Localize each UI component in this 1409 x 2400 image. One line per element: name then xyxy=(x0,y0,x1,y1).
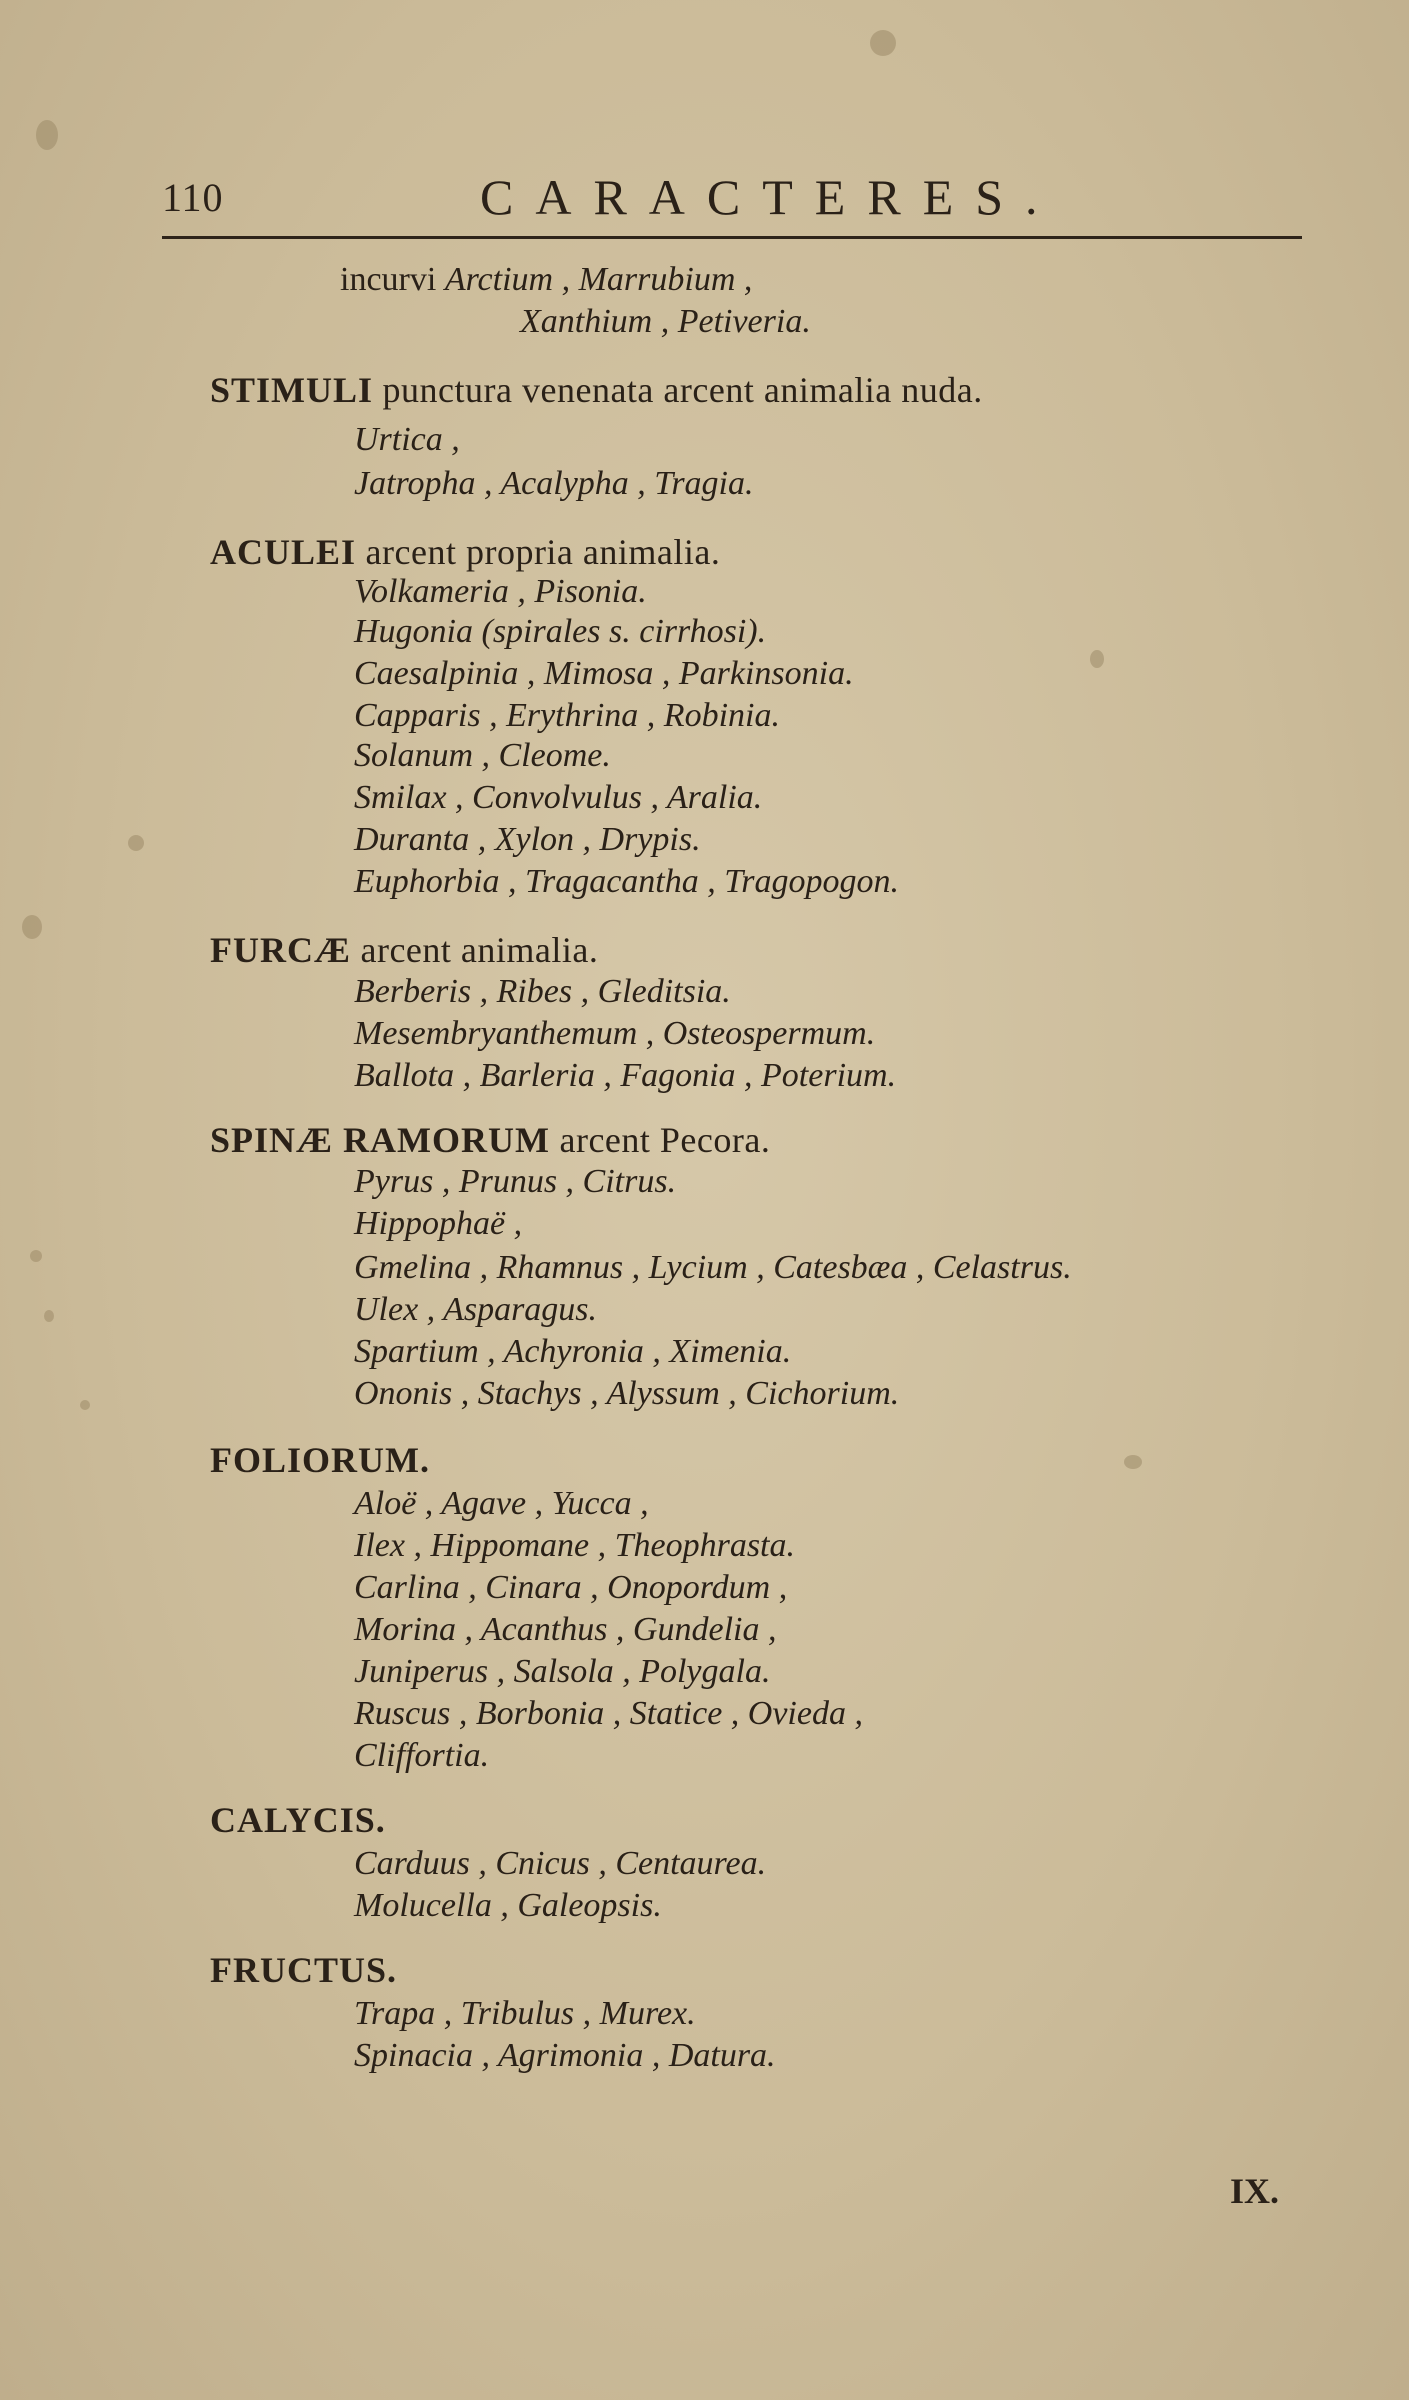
section-heading xyxy=(210,1950,397,1990)
paper-speck xyxy=(128,835,144,851)
section-heading-caps: ACULEI xyxy=(210,532,357,572)
genera-line: Ruscus , Borbonia , Statice , Ovieda , xyxy=(354,1695,863,1732)
genera-line: Urtica , xyxy=(354,421,460,458)
header-rule xyxy=(162,236,1302,239)
genera-line: Spartium , Achyronia , Ximenia. xyxy=(354,1333,792,1370)
genera-line: Euphorbia , Tragacantha , Tragopogon. xyxy=(354,863,900,900)
section-heading xyxy=(210,1120,770,1160)
genera-line: Jatropha , Acalypha , Tragia. xyxy=(354,465,754,502)
paper-speck xyxy=(1124,1455,1142,1469)
section-heading-caps: SPINÆ RAMORUM xyxy=(210,1120,550,1160)
genera-line: Trapa , Tribulus , Murex. xyxy=(354,1995,696,2032)
genera-line: Carduus , Cnicus , Centaurea. xyxy=(354,1845,767,1882)
section-heading-caps: CALYCIS. xyxy=(210,1800,386,1840)
genera-line: Morina , Acanthus , Gundelia , xyxy=(354,1611,777,1648)
genera-line: Molucella , Galeopsis. xyxy=(354,1887,662,1924)
genera-line: Xanthium , Petiveria. xyxy=(520,303,811,340)
section-heading-text: arcent animalia. xyxy=(350,930,599,970)
page-header xyxy=(162,168,1302,228)
paper-speck xyxy=(870,30,896,56)
section-heading xyxy=(210,1440,430,1480)
genera-names: Arctium , Marrubium , xyxy=(444,261,753,298)
genera-line: Carlina , Cinara , Onopordum , xyxy=(354,1569,788,1606)
genera-line: Duranta , Xylon , Drypis. xyxy=(354,821,701,858)
continuation-line xyxy=(340,260,752,300)
genera-line: Juniperus , Salsola , Polygala. xyxy=(354,1653,771,1690)
genera-line: Gmelina , Rhamnus , Lycium , Catesbæa , Celastrus. xyxy=(354,1249,1072,1286)
genera-line: Hippophaë , xyxy=(354,1205,523,1242)
genera-line: Capparis , Erythrina , Robinia. xyxy=(354,697,780,734)
section-heading xyxy=(210,930,598,970)
section-heading-caps: FOLIORUM. xyxy=(210,1440,430,1480)
section-heading xyxy=(210,370,983,410)
genera-line: Ilex , Hippomane , Theophrasta. xyxy=(354,1527,796,1564)
section-heading-text: arcent Pecora. xyxy=(549,1120,771,1160)
page-number: 110 xyxy=(162,175,224,220)
genera-line: Pyrus , Prunus , Citrus. xyxy=(354,1163,677,1200)
genera-line: Spinacia , Agrimonia , Datura. xyxy=(354,2037,776,2074)
continuation-lead: incurvi xyxy=(340,261,445,298)
catchword: IX. xyxy=(1230,2171,1280,2211)
section-heading-caps: FRUCTUS. xyxy=(210,1950,398,1990)
genera-line: Berberis , Ribes , Gleditsia. xyxy=(354,973,731,1010)
genera-line: Ononis , Stachys , Alyssum , Cichorium. xyxy=(354,1375,900,1412)
paper-speck xyxy=(30,1250,42,1262)
genera-line: Hugonia (spirales s. cirrhosi). xyxy=(354,613,767,650)
genera-line: Volkameria , Pisonia. xyxy=(354,573,647,610)
paper-speck xyxy=(80,1400,90,1410)
genera-line: Cliffortia. xyxy=(354,1737,490,1774)
section-heading-text: arcent propria animalia. xyxy=(356,532,721,572)
genera-line: Caesalpinia , Mimosa , Parkinsonia. xyxy=(354,655,854,692)
genera-line: Aloë , Agave , Yucca , xyxy=(354,1485,649,1522)
running-title: CARACTERES. xyxy=(480,169,1060,225)
genera-line: Mesembryanthemum , Osteospermum. xyxy=(354,1015,876,1052)
paper-speck xyxy=(22,915,42,939)
paper-speck xyxy=(1090,650,1104,668)
paper-speck xyxy=(44,1310,54,1322)
section-heading-caps: FURCÆ xyxy=(210,930,351,970)
section-heading xyxy=(210,532,720,572)
genera-line: Ballota , Barleria , Fagonia , Poterium. xyxy=(354,1057,897,1094)
genera-line: Solanum , Cleome. xyxy=(354,737,611,774)
genera-line: Smilax , Convolvulus , Aralia. xyxy=(354,779,763,816)
section-heading-caps: STIMULI xyxy=(210,370,374,410)
section-heading-text: punctura venenata arcent animalia nuda. xyxy=(373,370,983,410)
genera-line: Ulex , Asparagus. xyxy=(354,1291,598,1328)
paper-speck xyxy=(36,120,58,150)
section-heading xyxy=(210,1800,386,1840)
